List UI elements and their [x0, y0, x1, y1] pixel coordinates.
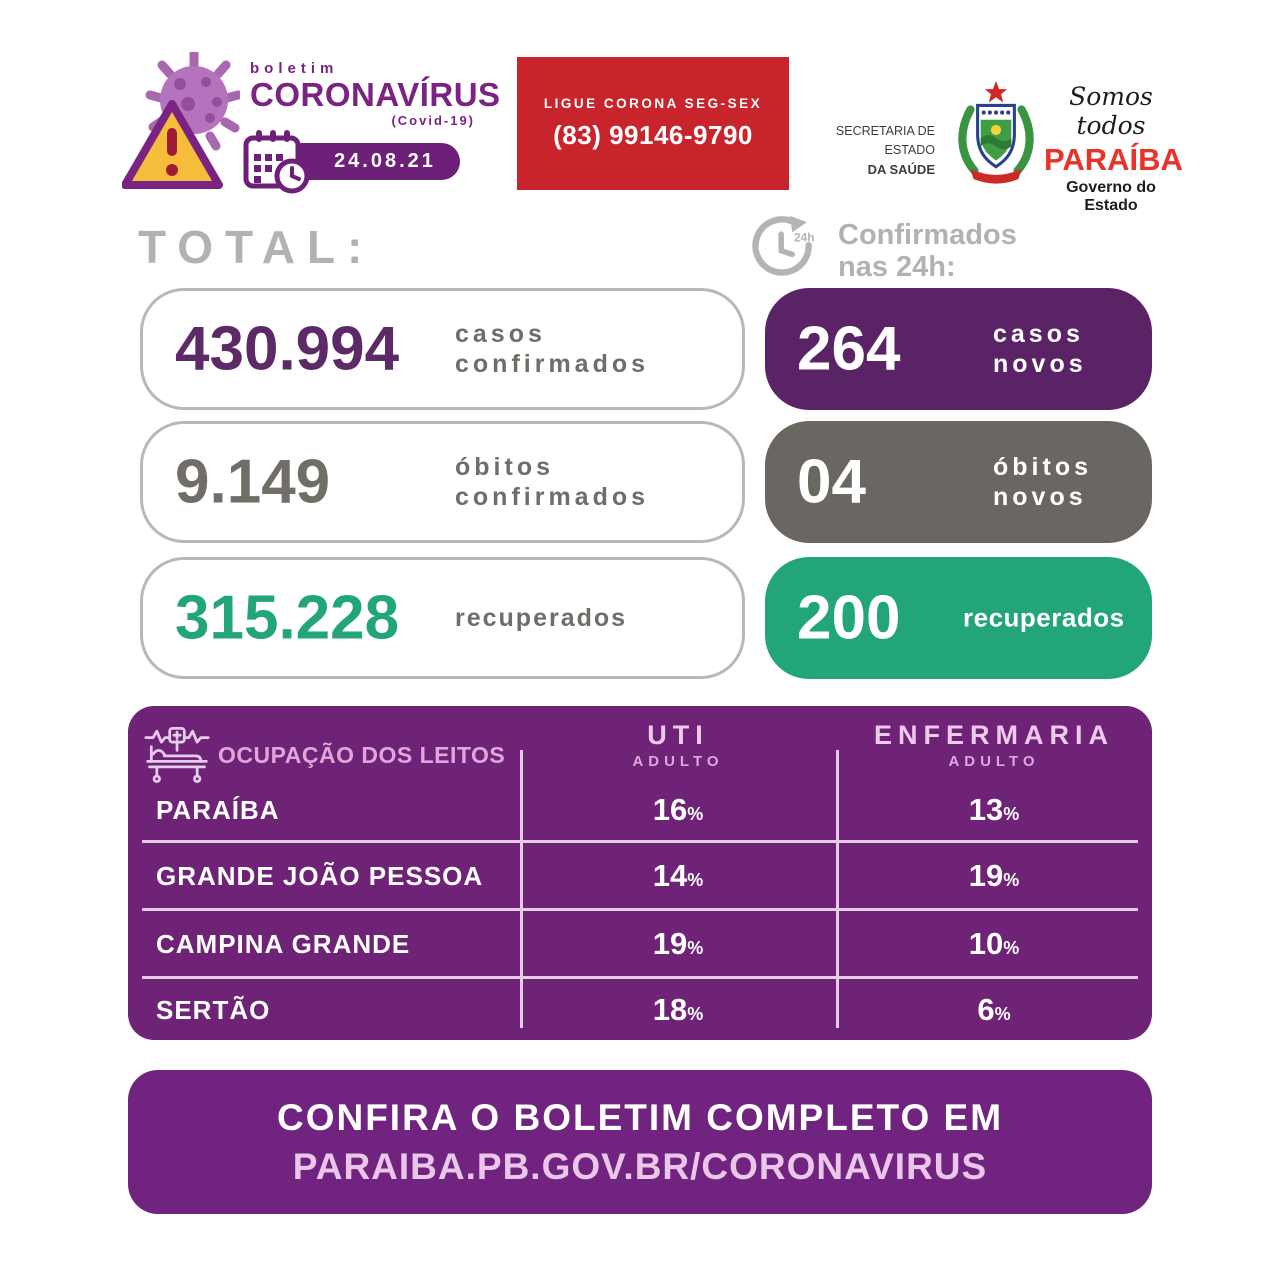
region-name: CAMPINA GRANDE: [156, 928, 411, 959]
gov-state-name: PARAÍBA: [1044, 142, 1183, 177]
clock-24h-icon: [750, 214, 816, 280]
new-cases-label: casos novos: [993, 320, 1087, 378]
total-deaths-value: 9.149: [175, 447, 331, 517]
new-recovered-value: 200: [797, 583, 901, 653]
table-row: [128, 916, 1152, 972]
uti-value: 14%: [652, 858, 704, 893]
enfermaria-value: 6%: [977, 992, 1011, 1027]
secretaria-line2: DA SAÚDE: [867, 161, 935, 177]
virus-warning-icon: [122, 52, 240, 194]
region-name: SERTÃO: [156, 994, 271, 1025]
new-cases-card: [765, 288, 1152, 410]
region-name: PARAÍBA: [156, 794, 280, 825]
footer-banner: [128, 1070, 1152, 1214]
bulletin-title-block: [250, 60, 501, 129]
total-recovered-value: 315.228: [175, 583, 400, 653]
secretaria-line1: SECRETARIA DE ESTADO: [835, 124, 935, 157]
badge-24h: 24h: [794, 230, 815, 245]
new-cases-value: 264: [797, 314, 901, 384]
calendar-clock-icon: [240, 128, 312, 198]
new-deaths-card: [765, 421, 1152, 543]
total-deaths-label: óbitos confirmados: [455, 453, 650, 511]
secretaria-block: [788, 122, 935, 179]
enfermaria-value: 10%: [968, 926, 1020, 961]
column-header-uti: UTI ADULTO: [632, 720, 724, 770]
coat-of-arms-logo: [950, 78, 1042, 186]
column-header-enfermaria: ENFERMARIA ADULTO: [874, 720, 1114, 770]
hotline-label: LIGUE CORONA SEG-SEX: [543, 96, 763, 111]
page-title: CORONAVÍRUS: [250, 76, 501, 113]
confirmed-24h-heading: Confirmados nas 24h:: [838, 219, 1017, 283]
total-cases-value: 430.994: [175, 314, 400, 384]
new-recovered-card: [765, 557, 1152, 679]
hotline-phone: (83) 99146-9790: [553, 120, 753, 150]
hotline-box: [517, 57, 789, 190]
bulletin-date: 24.08.21: [334, 150, 436, 172]
table-row: [128, 782, 1152, 838]
table-row: [128, 848, 1152, 904]
hospital-bed-icon: [144, 726, 210, 784]
enfermaria-value: 19%: [968, 858, 1020, 893]
total-heading: TOTAL:: [138, 221, 375, 273]
table-divider: [142, 908, 1138, 911]
region-name: GRANDE JOÃO PESSOA: [156, 860, 484, 891]
total-cases-card: [140, 288, 745, 410]
total-deaths-card: [140, 421, 745, 543]
table-divider: [142, 976, 1138, 979]
footer-text: CONFIRA O BOLETIM COMPLETO EM: [276, 1097, 1004, 1138]
gov-subtitle: Governo do Estado: [1066, 179, 1156, 214]
boletim-label: boletim: [250, 60, 339, 77]
table-title: OCUPAÇÃO DOS LEITOS: [218, 742, 506, 768]
uti-value: 16%: [652, 792, 704, 827]
enfermaria-value: 13%: [968, 792, 1020, 827]
total-cases-label: casos confirmados: [455, 320, 650, 378]
uti-value: 18%: [652, 992, 704, 1027]
bed-occupancy-table: [128, 706, 1152, 1040]
covid-subtitle: (Covid-19): [391, 113, 475, 129]
total-recovered-card: [140, 557, 745, 679]
table-divider: [142, 840, 1138, 843]
gov-script-text: Somos todos: [1069, 82, 1153, 140]
government-logo: [1044, 82, 1183, 215]
table-row: [128, 982, 1152, 1038]
new-recovered-label: recuperados: [963, 602, 1125, 633]
footer-url: PARAIBA.PB.GOV.BR/CORONAVIRUS: [292, 1146, 988, 1187]
new-deaths-label: óbitos novos: [993, 453, 1092, 511]
uti-value: 19%: [652, 926, 704, 961]
total-recovered-label: recuperados: [455, 604, 628, 632]
new-deaths-value: 04: [797, 447, 866, 517]
